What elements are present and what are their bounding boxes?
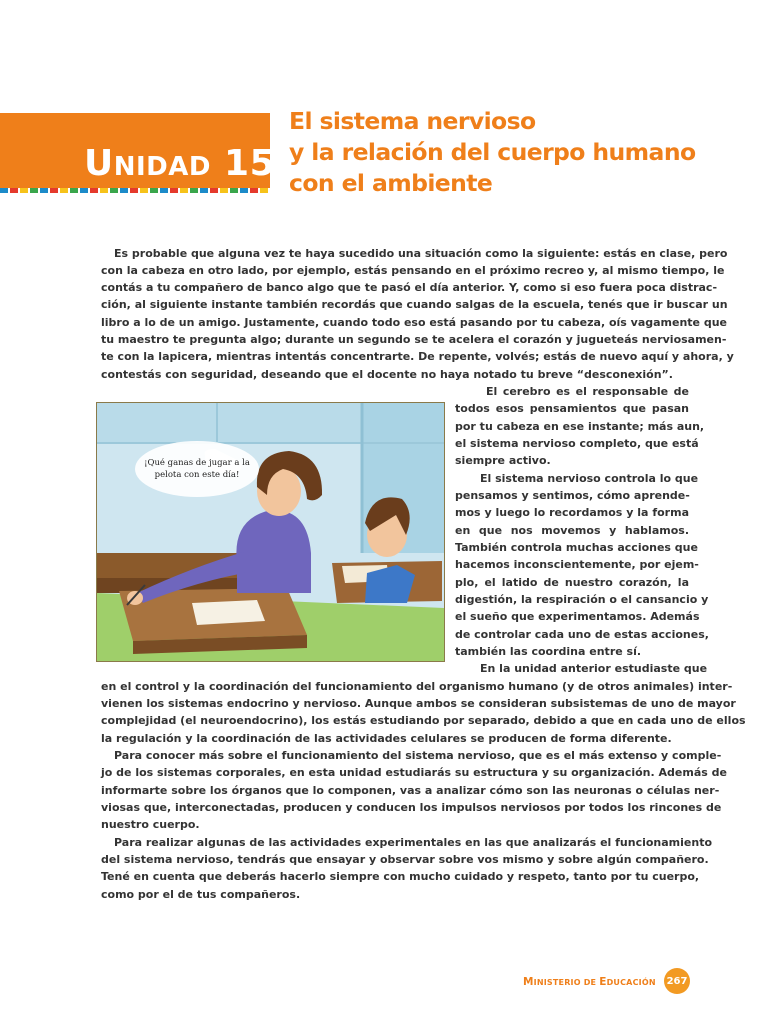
decorative-dash-strip [0, 188, 270, 193]
unit-title-line: El sistema nervioso [289, 107, 536, 135]
text-line: vienen los sistemas endocrino y nervioso. Aunque ambos se consideran subsistemas de uno de mayor [101, 697, 736, 710]
text-line: Para realizar algunas de las actividades experimentales en las que analizarás el funcionamiento [114, 836, 713, 849]
text-line: digestión, la respiración o el cansancio y [455, 593, 709, 606]
text-line: el sueño que experimentamos. Además [455, 610, 700, 623]
text-line: tu maestro te pregunta algo; durante un segundo se te acelera el corazón y jugueteás nerviosamen- [101, 333, 727, 346]
text-line: Tené en cuenta que deberás hacerlo siempre con mucho cuidado y respeto, tanto por tu cuerpo, [101, 870, 700, 883]
text-line: libro a lo de un amigo. Justamente, cuando todo eso está pasando por tu cabeza, oís vagamente que [101, 316, 728, 329]
text-line: contás a tu compañero de banco algo que te pasó el día anterior. Y, como si eso fuera poca distrac- [101, 281, 718, 294]
text-line: Para conocer más sobre el funcionamiento del sistema nervioso, que es el más extenso y comple- [114, 749, 722, 762]
unit-title [289, 106, 709, 199]
text-line: pensamos y sentimos, cómo aprende- [455, 489, 690, 502]
text-line: viosas que, interconectadas, producen y conducen los impulsos nerviosos por todos los rincones de [101, 801, 722, 814]
classroom-illustration [96, 402, 445, 662]
text-line: informarte sobre los órganos que lo componen, vas a analizar cómo son las neuronas o células ner- [101, 784, 720, 797]
text-line: complejidad (el neuroendocrino), los estás estudiando por separado, debido a que en cada uno de ellos [101, 714, 746, 727]
classroom-illustration-art [97, 403, 444, 661]
text-line: contestás con seguridad, deseando que el docente no haya notado tu breve “desconexión”. [101, 368, 673, 381]
speech-bubble-text: ¡Qué ganas de jugar a la [144, 458, 250, 468]
text-line: mos y luego lo recordamos y la forma [455, 506, 689, 519]
footer-ministry: MINISTERIO DE EDUCACIÓN [523, 976, 656, 988]
text-line: jo de los sistemas corporales, en esta unidad estudiarás su estructura y su organización. Además de [101, 766, 727, 779]
text-line: El cerebro es el responsable de [486, 385, 689, 398]
unit-title-line: y la relación del cuerpo humano [289, 138, 696, 166]
text-line: en que nos movemos y hablamos. [455, 524, 689, 537]
text-line: También controla muchas acciones que [455, 541, 698, 554]
text-line: también las coordina entre sí. [455, 645, 642, 658]
unit-label: UNIDAD 15 [84, 143, 276, 184]
text-line: hacemos inconscientemente, por ejem- [455, 558, 699, 571]
unit-title-line: con el ambiente [289, 169, 493, 197]
text-line: plo, el latido de nuestro corazón, la [455, 576, 689, 589]
text-line: el sistema nervioso completo, que está [455, 437, 699, 450]
speech-bubble-text: pelota con este día! [154, 470, 240, 480]
text-line: nuestro cuerpo. [101, 818, 200, 831]
text-line: en el control y la coordinación del funcionamiento del organismo humano (y de otros animales) inter- [101, 680, 733, 693]
text-line: con la cabeza en otro lado, por ejemplo, estás pensando en el próximo recreo y, al mismo tiempo, le [101, 264, 725, 277]
text-line: siempre activo. [455, 454, 551, 467]
text-line: Es probable que alguna vez te haya sucedido una situación como la siguiente: estás en clase, pero [114, 247, 728, 260]
text-line: de controlar cada uno de estas acciones, [455, 628, 709, 641]
text-line: En la unidad anterior estudiaste que [480, 662, 708, 675]
text-line: por tu cabeza en ese instante; más aun, [455, 420, 705, 433]
page-number: 267 [664, 968, 690, 994]
text-line: como por el de tus compañeros. [101, 888, 301, 901]
text-line: la regulación y la coordinación de las actividades celulares se producen de forma diferente. [101, 732, 672, 745]
text-line: del sistema nervioso, tendrás que ensayar y observar sobre vos mismo y sobre algún compañero. [101, 853, 709, 866]
text-line: te con la lapicera, mientras intentás concentrarte. De repente, volvés; estás de nuevo aquí y ahora, y [101, 350, 734, 363]
text-line: ción, al siguiente instante también recordás que cuando salgas de la escuela, tenés que ir buscar un [101, 298, 728, 311]
text-line: El sistema nervioso controla lo que [480, 472, 699, 485]
text-line: todos esos pensamientos que pasan [455, 402, 689, 415]
